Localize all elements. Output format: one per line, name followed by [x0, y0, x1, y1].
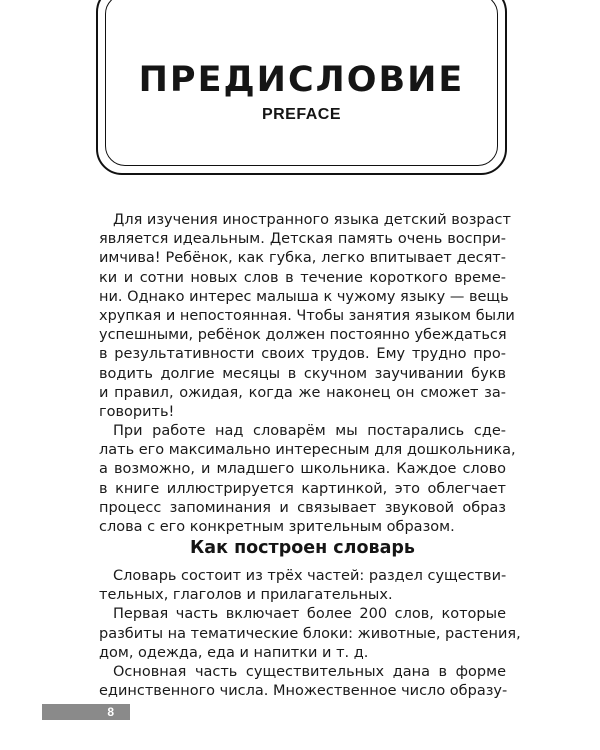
text-line: и правил, ожидая, когда же наконец он сможет за- — [99, 384, 506, 401]
text-line: ки и сотни новых слов в течение короткого време- — [99, 269, 506, 286]
text-line: говорить! — [99, 403, 175, 420]
text-line: При работе над словарём мы постарались сде- — [113, 423, 506, 440]
section-text — [99, 567, 521, 701]
page-subtitle: PREFACE — [261, 106, 342, 123]
text-line: единственного числа. Множественное число образу- — [99, 683, 508, 700]
text-line: Основная часть существительных дана в форме — [113, 663, 506, 680]
text-line: ни. Однако интерес малыша к чужому языку — вещь — [99, 288, 509, 305]
text-line: дом, одежда, еда и напитки и т. д. — [99, 644, 369, 661]
text-line: является идеальным. Детская память очень воспри- — [99, 231, 506, 248]
text-line: Для изучения иностранного языка детский возраст — [113, 212, 511, 228]
text-line: Первая часть включает более 200 слов, которые — [113, 606, 506, 623]
section-heading: Как построен словарь — [189, 538, 415, 558]
intro-text — [99, 211, 516, 537]
text-line: лать его максимально интересным для дошкольника, — [99, 442, 516, 459]
page-number-bar — [42, 704, 130, 720]
text-line: Словарь состоит из трёх частей: раздел существи- — [113, 568, 507, 584]
title-frame — [96, 0, 507, 175]
text-line: хрупкая и непостоянная. Чтобы занятия языком были — [99, 307, 515, 324]
text-line: в результативности своих трудов. Ему трудно про- — [99, 346, 506, 363]
text-line: разбиты на тематические блоки: животные, растения, — [99, 625, 521, 642]
text-line: а возможно, и младшего школьника. Каждое слово — [99, 461, 506, 478]
text-line: имчива! Ребёнок, как губка, легко впитывает десят- — [99, 250, 506, 267]
text-line: в книге иллюстрируется картинкой, это облегчает — [99, 480, 506, 497]
text-line: успешными, ребёнок должен постоянно убеждаться — [99, 327, 507, 344]
text-line: процесс запоминания и связывает звуковой образ — [99, 499, 506, 516]
text-line: водить долгие месяцы в скучном заучивании букв — [99, 365, 506, 382]
text-line: слова с его конкретным зрительным образом. — [99, 519, 455, 535]
page-title: ПРЕДИСЛОВИЕ — [138, 60, 465, 100]
text-line: тельных, глаголов и прилагательных. — [99, 587, 393, 604]
page-number: 8 — [107, 705, 114, 719]
